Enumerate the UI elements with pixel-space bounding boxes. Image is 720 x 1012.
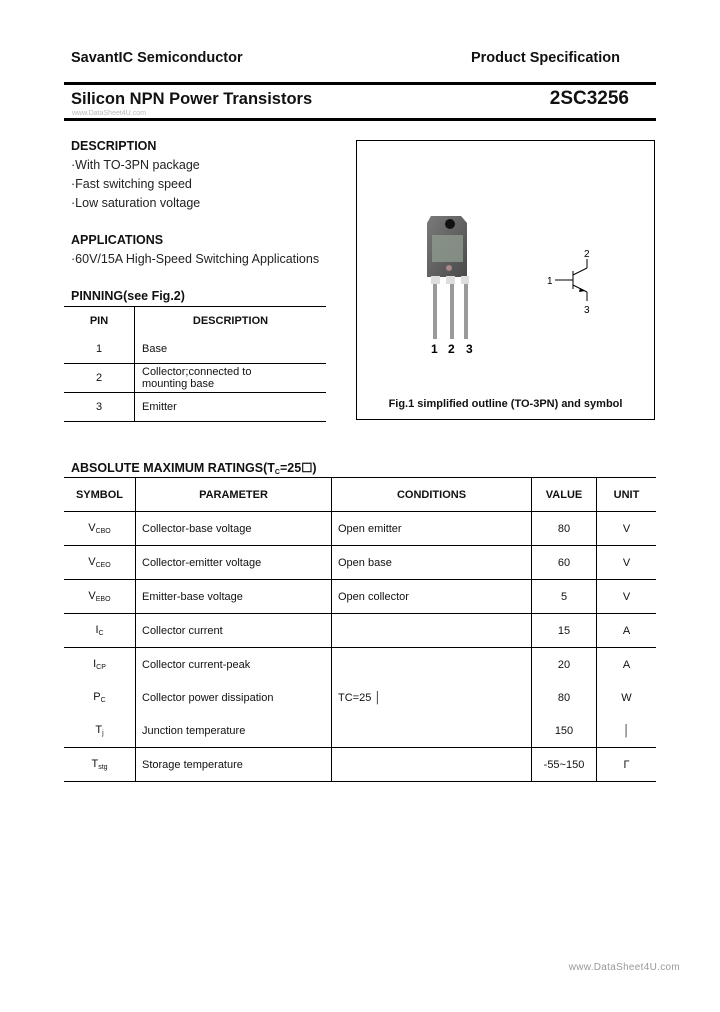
to3pn-package-image	[357, 141, 656, 391]
parameter-cell: Collector current	[136, 614, 332, 648]
parameter-cell: Storage temperature	[136, 748, 332, 782]
table-row	[64, 648, 656, 682]
table-row	[64, 748, 656, 782]
symbol-cell: $V_{CBO}$	[64, 512, 136, 546]
pin-description: Base	[142, 343, 168, 355]
unit-cell: A	[622, 658, 631, 671]
value-cell: -55~150	[532, 748, 597, 782]
npn-transistor-symbol-icon	[555, 259, 587, 301]
conditions-cell	[332, 714, 532, 748]
unit-cell: A	[622, 624, 631, 637]
unit-cell: V	[622, 522, 631, 535]
symbol-cell: $V_{EBO}$	[64, 580, 136, 614]
value-cell: 20	[532, 648, 597, 682]
column-header-symbol: SYMBOL	[64, 478, 136, 512]
symbol-cell: $I_C$	[64, 614, 136, 648]
table-row	[64, 546, 656, 580]
symbol-label-base: 1	[547, 276, 553, 287]
pinning-heading: PINNING(see Fig.2)	[71, 289, 185, 303]
table-header-row	[64, 478, 656, 512]
parameter-cell: Collector-base voltage	[136, 512, 332, 546]
table-row	[64, 335, 326, 364]
absolute-maximum-ratings-table	[64, 477, 656, 782]
description-heading: DESCRIPTION	[71, 139, 157, 153]
conditions-cell: TC=25 │	[332, 681, 532, 714]
table-row	[64, 512, 656, 546]
ratings-heading: ABSOLUTE MAXIMUM $RATINGS(T_C=25☐)$	[71, 461, 317, 476]
package-pin-label: 3	[466, 342, 473, 356]
symbol-label-collector: 2	[584, 249, 590, 260]
parameter-cell: Emitter-base voltage	[136, 580, 332, 614]
unit-cell: │	[623, 724, 630, 737]
value-cell: 80	[532, 681, 597, 714]
conditions-cell: Open base	[332, 546, 532, 580]
value-cell: 5	[532, 580, 597, 614]
document-type: Product Specification	[470, 50, 620, 66]
table-row	[64, 714, 656, 748]
company-name: SavantIC Semiconductor	[71, 50, 243, 66]
conditions-cell	[332, 614, 532, 648]
column-header-pin: PIN	[64, 307, 135, 336]
package-pin-label: 1	[431, 342, 438, 356]
column-header-unit: UNIT	[613, 488, 640, 501]
parameter-cell: Junction temperature	[136, 714, 332, 748]
column-header-conditions: CONDITIONS	[332, 478, 532, 512]
parameter-cell: Collector current-peak	[136, 648, 332, 682]
pin-number: 3	[64, 393, 135, 422]
package-pin-label: 2	[448, 342, 455, 356]
symbol-label-emitter: 3	[584, 305, 590, 316]
description-item: ·Fast switching speed	[71, 177, 192, 191]
part-number: 2SC3256	[549, 88, 629, 109]
column-header-description: DESCRIPTION	[192, 315, 269, 327]
parameter-cell: Collector power dissipation	[136, 681, 332, 714]
parameter-cell: Collector-emitter voltage	[136, 546, 332, 580]
table-row	[64, 681, 656, 714]
unit-cell: V	[622, 590, 631, 603]
unit-cell: Γ	[623, 758, 630, 771]
value-cell: 15	[532, 614, 597, 648]
conditions-cell	[332, 648, 532, 682]
symbol-cell: $T_{stg}$	[64, 748, 136, 782]
applications-heading: APPLICATIONS	[71, 233, 164, 247]
symbol-cell: $I_{CP}$	[64, 648, 136, 682]
value-cell: 150	[532, 714, 597, 748]
column-header-value: VALUE	[532, 478, 597, 512]
value-cell: 80	[532, 512, 597, 546]
value-cell: 60	[532, 546, 597, 580]
header-rule	[64, 82, 656, 85]
conditions-cell	[332, 748, 532, 782]
pinning-table	[64, 306, 326, 422]
product-line-title: Silicon NPN Power Transistors	[71, 90, 313, 108]
figure-caption: Fig.1 simplified outline (TO-3PN) and symbol	[388, 398, 623, 410]
unit-cell: W	[621, 691, 632, 704]
description-item: ·Low saturation voltage	[71, 196, 201, 210]
symbol-cell: $P_C$	[64, 681, 136, 714]
watermark-top: www.DataSheet4U.com	[72, 110, 146, 117]
table-row	[64, 614, 656, 648]
applications-item: ·60V/15A High-Speed Switching Applications	[71, 252, 320, 266]
pin-number: 2	[64, 364, 135, 393]
pin-description: Collector;connected to mounting base	[142, 366, 252, 390]
symbol-cell: $V_{CEO}$	[64, 546, 136, 580]
unit-cell: V	[622, 556, 631, 569]
conditions-cell: Open emitter	[332, 512, 532, 546]
column-header-parameter: PARAMETER	[136, 478, 332, 512]
footer-watermark: www.DataSheet4U.com	[568, 962, 680, 973]
title-rule	[64, 118, 656, 121]
table-row	[64, 580, 656, 614]
pin-description: Emitter	[142, 401, 177, 413]
description-item: ·With TO-3PN package	[71, 158, 200, 172]
conditions-cell: Open collector	[332, 580, 532, 614]
table-row	[64, 364, 326, 393]
symbol-cell: $T_j$	[64, 714, 136, 748]
pin-number: 1	[64, 335, 135, 364]
figure-1	[356, 140, 655, 420]
table-header-row	[64, 307, 326, 336]
table-row	[64, 393, 326, 422]
